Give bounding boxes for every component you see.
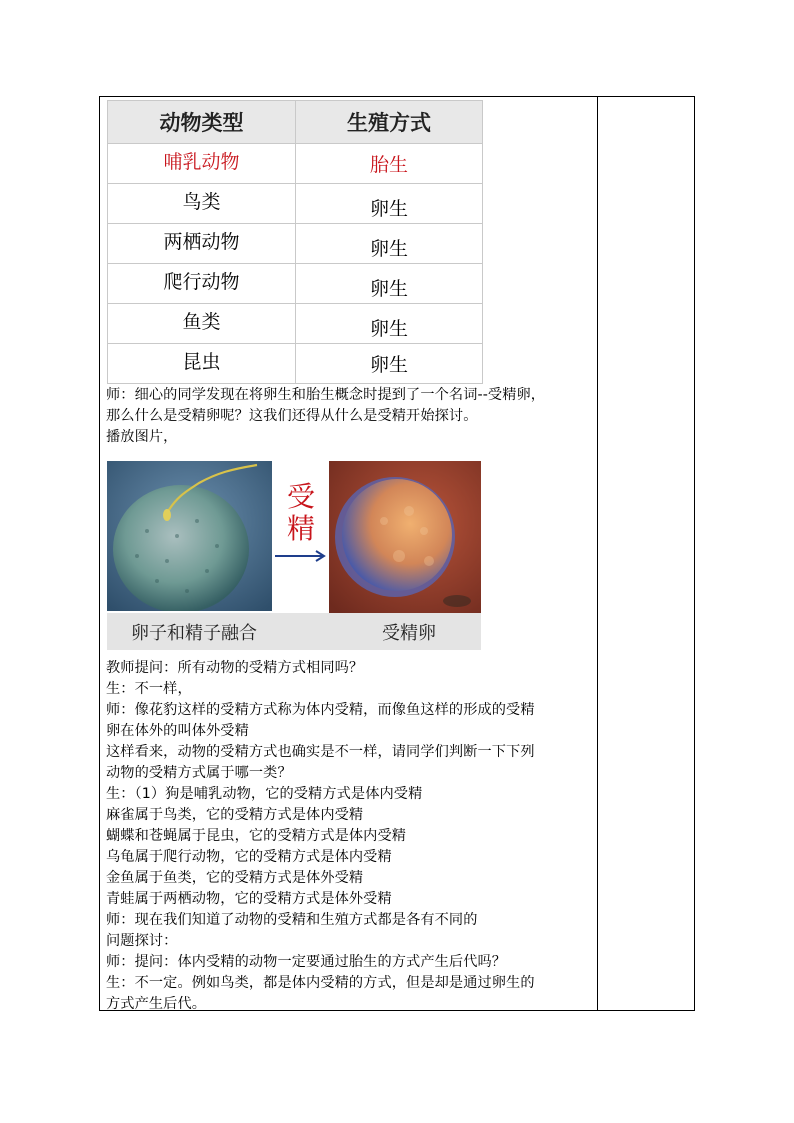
body-line: 卵在体外的叫体外受精 xyxy=(106,723,249,739)
body-line: 动物的受精方式属于哪一类？ xyxy=(106,765,292,781)
method-cell: 卵生 xyxy=(369,354,408,376)
fertilization-figure xyxy=(107,461,481,650)
animal-cell: 爬行动物 xyxy=(163,271,240,293)
body-line: 生：（1）狗是哺乳动物，它的受精方式是体内受精 xyxy=(106,786,423,802)
body-line: 师：现在我们知道了动物的受精和生殖方式都是各有不同的 xyxy=(106,912,478,928)
body-line: 师：像花豹这样的受精方式称为体内受精，而像鱼这样的形成的受精 xyxy=(106,702,535,718)
intro-line: 师：细心的同学发现在将卵生和胎生概念时提到了一个名词--受精卵， xyxy=(106,387,546,403)
body-line: 师：提问：体内受精的动物一定要通过胎生的方式产生后代吗？ xyxy=(106,954,507,970)
animal-cell: 鱼类 xyxy=(182,311,221,333)
table-row xyxy=(108,184,483,224)
header-animal-type: 动物类型 xyxy=(108,101,296,144)
body-line: 问题探讨： xyxy=(106,933,178,949)
intro-line: 那么什么是受精卵呢？这我们还得从什么是受精开始探讨。 xyxy=(106,408,478,424)
caption-left: 卵子和精子融合 xyxy=(131,623,257,644)
animal-reproduction-table xyxy=(107,100,483,384)
body-line: 方式产生后代。 xyxy=(106,996,207,1012)
body-line: 青蛙属于两栖动物，它的受精方式是体外受精 xyxy=(106,891,392,907)
arrow-label-shou: 受 xyxy=(287,480,316,513)
header-reproduction-method: 生殖方式 xyxy=(296,101,483,144)
method-cell: 卵生 xyxy=(369,318,408,340)
caption-right: 受精卵 xyxy=(382,623,436,644)
method-cell: 卵生 xyxy=(369,278,408,300)
table-row xyxy=(108,304,483,344)
table-row xyxy=(108,264,483,304)
caption-bar xyxy=(107,613,481,650)
fertilized-egg-image xyxy=(329,461,481,613)
body-line: 乌龟属于爬行动物，它的受精方式是体内受精 xyxy=(106,849,392,865)
intro-line: 播放图片， xyxy=(106,429,178,445)
method-cell: 卵生 xyxy=(369,238,408,260)
arrow-right-icon xyxy=(273,549,329,563)
body-line: 蝴蝶和苍蝇属于昆虫，它的受精方式是体内受精 xyxy=(106,828,407,844)
animal-cell: 鸟类 xyxy=(182,191,221,213)
lesson-table xyxy=(99,96,695,1011)
table-row xyxy=(108,224,483,264)
body-line: 生：不一样， xyxy=(106,681,192,697)
column-divider xyxy=(597,97,598,1010)
body-line: 麻雀属于鸟类，它的受精方式是体内受精 xyxy=(106,807,364,823)
animal-cell: 两栖动物 xyxy=(163,231,240,253)
egg-sperm-image xyxy=(107,461,272,611)
arrow-label-jing: 精 xyxy=(287,512,316,545)
animal-cell: 昆虫 xyxy=(182,351,221,373)
table-row xyxy=(108,344,483,384)
method-cell: 卵生 xyxy=(369,198,408,220)
body-line: 教师提问：所有动物的受精方式相同吗？ xyxy=(106,660,364,676)
table-header-row xyxy=(108,101,483,144)
animal-cell: 哺乳动物 xyxy=(163,151,240,173)
body-line: 这样看来，动物的受精方式也确实是不一样，请同学们判断一下下列 xyxy=(106,744,535,760)
body-line: 金鱼属于鱼类，它的受精方式是体外受精 xyxy=(106,870,364,886)
body-line: 生：不一定。例如鸟类，都是体内受精的方式，但是却是通过卵生的 xyxy=(106,975,535,991)
method-cell: 胎生 xyxy=(369,154,408,176)
table-row xyxy=(108,144,483,184)
